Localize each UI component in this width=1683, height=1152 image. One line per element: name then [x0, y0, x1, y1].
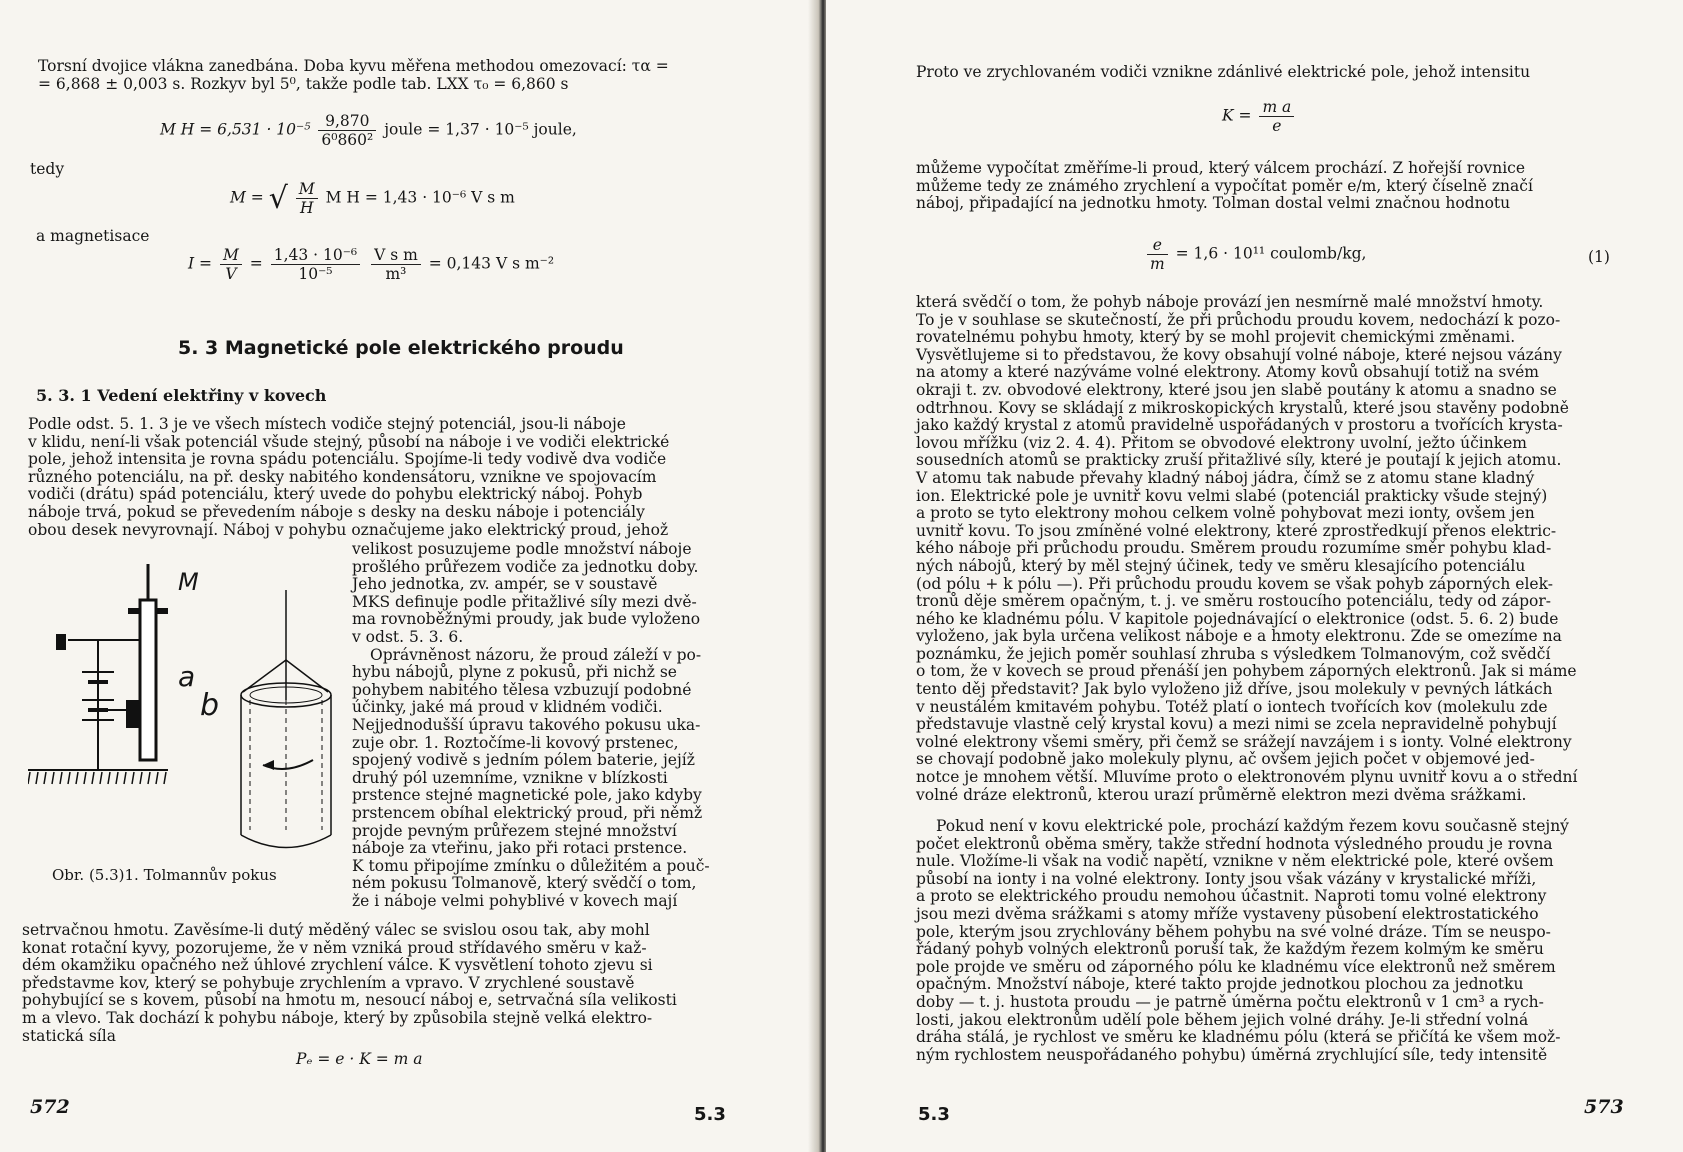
text-line: opačným. Množství náboje, které takto projde jednotkou plochou za jednotku [916, 975, 1524, 994]
text-line: ných nábojů, který by měl stejný účinek, tedy ve směru klesajícího potenciálu [916, 556, 1526, 575]
numerator: m a [1259, 98, 1294, 117]
numerator: V s m [371, 246, 421, 265]
numerator: M [296, 180, 318, 199]
text-line: ném pokusu Tolmanově, který svědčí o tom, [352, 874, 697, 893]
text-line: pole, jehož intensita je rovna spádu potenciálu. Spojíme-li tedy vodivě dva vodiče [28, 450, 667, 469]
figure-tolman [28, 560, 338, 850]
text-line: tronů děje směrem opačným, t. j. ve směru rostoucího potenciálu, tedy od zápor- [916, 592, 1552, 611]
text-line: velikost posuzujeme podle množství náboje [352, 540, 692, 558]
label-tedy: tedy [30, 160, 65, 178]
text-line: a proto se tyto elektrony mohou celkem volně pohybovat mezi ionty, ovšem jen [916, 504, 1535, 523]
denominator: H [299, 199, 314, 217]
text-line: jako každý krystal z atomů pravidelně uspořádaných v prostoru a tvořících krysta- [916, 416, 1563, 435]
intro-line: Torsní dvojice vlákna zanedbána. Doba kyvu měřena methodou omezovací: τα = [38, 57, 669, 75]
page-number-right: 573 [1584, 1096, 1624, 1118]
text-line: Proto ve zrychlovaném vodiči vznikne zdánlivé elektrické pole, jehož intensitu [916, 63, 1531, 81]
text-line: pohybem nabitého tělesa vzbuzují podobné [352, 680, 692, 699]
equation-pe: Pₑ = e · K = m a [296, 1050, 423, 1068]
section-marker-left: 5.3 [694, 1104, 726, 1125]
text-line: (od pólu + k pólu —). Při průchodu proudu kovem se však pohyb záporných elek- [916, 574, 1553, 593]
text-line: pole projde ve směru od záporného pólu ke kladnému více elektronů než směrem [916, 957, 1556, 976]
text-line: K tomu připojíme zmínku o důležitém a pouč- [352, 856, 710, 875]
text-line: hybu nábojů, plyne z pokusů, při nichž se [352, 663, 677, 682]
page-number-left: 572 [30, 1096, 70, 1118]
numerator: M [220, 246, 242, 265]
denominator: V [225, 265, 237, 283]
text-line: konat rotační kyvy, pozorujeme, že v něm vzniká proud střídavého směru v kaž- [22, 938, 647, 957]
figure-label-m: M [178, 568, 199, 596]
right-page [826, 0, 1683, 1152]
fraction [296, 180, 318, 217]
text-line: prošlého průřezem vodiče za jednotku doby. [352, 557, 699, 576]
eq-lhs: I = [188, 254, 213, 273]
text-line: odtrhnou. Kovy se skládají z mikroskopických krystalů, které jsou stavěny podobně [916, 398, 1569, 417]
fraction [271, 246, 360, 283]
text-line: ného ke kladnému pólu. V kapitole pojednávající o elektronice (odst. 5. 6. 2) bude [916, 609, 1559, 628]
eq-lhs: M = [230, 188, 269, 207]
text-line: okraji t. zv. obvodové elektrony, které jsou jen slabě poutány k atomu a snadno se [916, 380, 1557, 399]
text-line: se chovají podobně jako molekuly plynu, ač ovšem jejich počet v objemové jed- [916, 750, 1535, 769]
eq-lhs: K = [1222, 106, 1252, 125]
eq-rhs: = 0,143 V s m⁻² [428, 254, 555, 273]
equation-i [188, 246, 554, 283]
text-line: že i náboje velmi pohyblivé v kovech mají [352, 891, 678, 910]
denominator: m³ [385, 265, 407, 283]
figure-drawing [28, 560, 338, 850]
denominator: 6⁰860² [321, 131, 374, 149]
text-line: rovatelnému pohybu hmoty, který by se mohl projevit chemickými změnami. [916, 328, 1516, 347]
text-line: vyloženo, jak byla určena velikost náboje e a hmoty elektronu. Zde se omezíme na [916, 627, 1562, 646]
paragraph-c [916, 818, 1616, 1064]
text-line: a proto se elektrického proudu nemohou účastnit. Naproti tomu volné elektrony [916, 887, 1547, 906]
equation-em [1144, 236, 1366, 273]
text-line: notce je mnohem větší. Mluvíme proto o elektronovém plynu uvnitř kovu a o střední [916, 768, 1578, 787]
denominator: e [1272, 117, 1282, 135]
numerator: 9,870 [318, 112, 376, 131]
text-line: To je v souhlase se skutečností, že při průchodu proudu kovem, nedochází k pozo- [916, 310, 1561, 329]
narrow-column-text [352, 541, 732, 910]
text-line: pohybující se s kovem, působí na hmotu m, nesoucí náboj e, setrvačná síla velikosti [22, 991, 677, 1010]
text-line: volné elektrony všemi směry, při čemž se srážejí navzájem i s ionty. Volné elektrony [916, 732, 1572, 751]
fraction [1147, 236, 1168, 273]
text-line: spojený vodivě s jedním pólem baterie, jejíž [352, 751, 695, 770]
equation-k [1222, 98, 1297, 135]
text-line: počet elektronů oběma směry, takže střední hodnota výsledného proudu je rovna [916, 834, 1553, 853]
fraction [371, 246, 421, 283]
fraction [318, 112, 376, 149]
text-line: náboje za vteřinu, jako při rotaci prstence. [352, 839, 688, 858]
text-line: představme kov, který se pohybuje zrychlením a vpravo. V zrychlené soustavě [22, 973, 635, 992]
eq-lhs: M H = 6,531 · 10⁻⁵ [160, 120, 311, 139]
figure-caption: Obr. (5.3)1. Tolmannův pokus [52, 866, 277, 884]
text-line: ion. Elektrické pole je uvnitř kovu velmi slabé (potenciál prakticky všude stejný) [916, 486, 1548, 505]
text-line: vodiči (drátu) spád potenciálu, který uvede do pohybu elektrický náboj. Pohyb [28, 485, 643, 504]
text-line: prstence stejné magnetické pole, jako kdyby [352, 786, 702, 805]
intro-text [38, 58, 754, 93]
text-line: statická síla [22, 1026, 116, 1045]
text-line: Vysvětlujeme si to představou, že kovy obsahují volné náboje, které nejsou vázány [916, 345, 1562, 364]
section-marker-right: 5.3 [918, 1104, 950, 1125]
text-line: ma rovnoběžnými proudy, jak bude vyloženo [352, 610, 701, 629]
paragraph-a [916, 160, 1616, 213]
text-line: MKS definuje podle přitažlivé síly mezi dvě- [352, 592, 697, 611]
subsection-heading: 5. 3. 1 Vedení elektřiny v kovech [36, 386, 327, 405]
section-heading: 5. 3 Magnetické pole elektrického proudu [178, 337, 624, 359]
text-line: projde pevným průřezem stejné množství [352, 821, 677, 840]
text-line: zuje obr. 1. Roztočíme-li kovový prstenec, [352, 733, 679, 752]
text-line: Oprávněnost názoru, že proud záleží v po- [370, 645, 702, 664]
text-line: dráha stálá, je rychlost ve směru ke kladnému pólu (která se přičítá ke všem mož- [916, 1028, 1561, 1047]
text-line: Nejjednodušší úpravu takového pokusu uka- [352, 715, 701, 734]
intro-line: = 6,868 ± 0,003 s. Rozkyv byl 5⁰, takže podle tab. LXX τ₀ = 6,860 s [38, 74, 569, 93]
text-line: dém okamžiku opačného než úhlové zrychlení válce. K vysvětlení tohoto zjevu si [22, 956, 653, 975]
text-line: Podle odst. 5. 1. 3 je ve všech místech vodiče stejný potenciál, jsou-li náboje [28, 415, 626, 433]
denominator: 10⁻⁵ [298, 265, 333, 283]
text-line: obou desek nevyrovnají. Náboj v pohybu označujeme jako elektrický proud, jehož [28, 520, 669, 539]
text-line: Pokud není v kovu elektrické pole, prochází každým řezem kovu současně stejný [936, 817, 1569, 835]
numerator: e [1147, 236, 1168, 255]
text-line: Jeho jednotka, zv. ampér, se v soustavě [352, 575, 658, 594]
figure-label-a: a [178, 660, 196, 693]
eq-rhs: = 1,6 · 10¹¹ coulomb/kg, [1175, 244, 1367, 263]
text-line: jsou mezi dvěma srážkami s atomy mříže vystaveny působení elektrostatického [916, 904, 1539, 923]
text-line: o tom, že v kovech se proud přenáší jen pohybem záporných elektronů. Jak si máme [916, 662, 1577, 681]
text-line: V atomu tak nabude převahy kladný náboj jádra, čímž se z atomu stane kladný [916, 468, 1535, 487]
paragraph-b [916, 294, 1616, 804]
text-line: nule. Vložíme-li však na vodič napětí, vznikne v něm elektrické pole, které ovšem [916, 852, 1554, 871]
text-line: lovou mřížku (viz 2. 4. 4). Přitom se obvodové elektrony uvolní, ježto účinkem [916, 433, 1528, 452]
equation-mh [160, 112, 577, 149]
text-line: v neustálém kmitavém pohybu. Totéž platí o iontech tvořících kov (molekulu zde [916, 697, 1548, 716]
text-line: pole, kterým jsou zrychlovány během pohybu na své volné dráze. Tím se neuspo- [916, 922, 1551, 941]
text-line: poznámku, že jejich poměr souhlasí zhruba s výsledkem Tolmanovým, což svědčí [916, 644, 1551, 663]
text-line: účinky, jaké má proud v klidném vodiči. [352, 698, 663, 717]
equation-m [230, 180, 515, 217]
text-line: na atomy a které nazýváme volné elektrony. Atomy kovů obsahují totiž na svém [916, 363, 1540, 382]
text-line: prstencem obíhal elektrický proud, při němž [352, 803, 703, 822]
text-line: ným rychlostem neuspořádaného pohybu) úměrná zrychlující síle, tedy intensitě [916, 1045, 1548, 1064]
text-line: představuje vlastně celý krystal kovu) a mezi nimi se zcela nepravidelně pohybují [916, 715, 1557, 734]
figure-label-b: b [200, 688, 220, 723]
eq-rhs: M H = 1,43 · 10⁻⁶ V s m [325, 188, 515, 207]
label-magnetisace: a magnetisace [36, 227, 150, 245]
text-line: druhý pól uzemníme, vznikne v blízkosti [352, 768, 668, 787]
denominator: m [1150, 255, 1165, 273]
text-line: která svědčí o tom, že pohyb náboje provází jen nesmírně malé množství hmoty. [916, 293, 1544, 311]
text-line: tento děj představit? Jak bylo vyloženo již dříve, jsou molekuly v pevných látkách [916, 680, 1553, 699]
text-line: řádaný pohyb volných elektronů poruší tak, že každým řezem kolmým ke směru [916, 940, 1544, 959]
fraction [220, 246, 242, 283]
text-line: losti, jakou elektronům udělí pole během jejich volné dráhy. Je-li střední volná [916, 1010, 1529, 1029]
left-page [0, 0, 820, 1152]
text-line: v klidu, není-li však potenciál všude stejný, působí na náboje i ve vodiči elektrické [28, 432, 670, 451]
text-line: kého náboje při průchodu proudu. Směrem proudu rozumíme směr pohybu klad- [916, 539, 1552, 558]
fraction [1259, 98, 1294, 135]
text-line: volné dráze elektronů, kterou urazí průměrně elektron mezi dvěma srážkami. [916, 785, 1527, 804]
text-line: různého potenciálu, na př. desky nabitého kondensátoru, vznikne ve spojovacím [28, 467, 657, 486]
right-intro [916, 64, 1616, 82]
text-line: můžeme tedy ze známého zrychlení a vypočítat poměr e/m, který číselně značí [916, 176, 1533, 195]
paragraph-2-continuation [22, 922, 728, 1045]
text-line: doby — t. j. hustota proudu — je patrně úměrna počtu elektronů v 1 cm³ a rych- [916, 992, 1544, 1011]
numerator: 1,43 · 10⁻⁶ [271, 246, 360, 265]
text-line: působí na ionty i na volné elektrony. Ionty jsou však vázány v krystalické mříži, [916, 869, 1537, 888]
equation-number: (1) [1588, 248, 1610, 266]
text-line: v odst. 5. 3. 6. [352, 627, 464, 646]
text-line: sousedních atomů se prakticky zruší přitažlivé síly, které je poutají k jejich atomu. [916, 451, 1562, 470]
paragraph-1 [28, 416, 728, 539]
text-line: setrvačnou hmotu. Zavěsíme-li dutý měděný válec se svislou osou tak, aby mohl [22, 921, 650, 939]
text-line: můžeme vypočítat změříme-li proud, který válcem prochází. Z hořejší rovnice [916, 159, 1526, 177]
text-line: náboj, připadající na jednotku hmoty. Tolman dostal velmi značnou hodnotu [916, 194, 1511, 213]
text-line: m a vlevo. Tak dochází k pohybu náboje, který by způsobila stejně velká elektro- [22, 1008, 653, 1027]
text-line: náboje trvá, pokud se převedením náboje s desky na desku náboje i potenciály [28, 502, 645, 521]
eq-rhs: joule = 1,37 · 10⁻⁵ joule, [384, 120, 577, 139]
sqrt-icon: √ [268, 181, 288, 216]
eq-sign: = [249, 254, 263, 273]
text-line: uvnitř kovu. To jsou zmíněné volné elektrony, které zprostředkují přenos elektric- [916, 521, 1557, 540]
